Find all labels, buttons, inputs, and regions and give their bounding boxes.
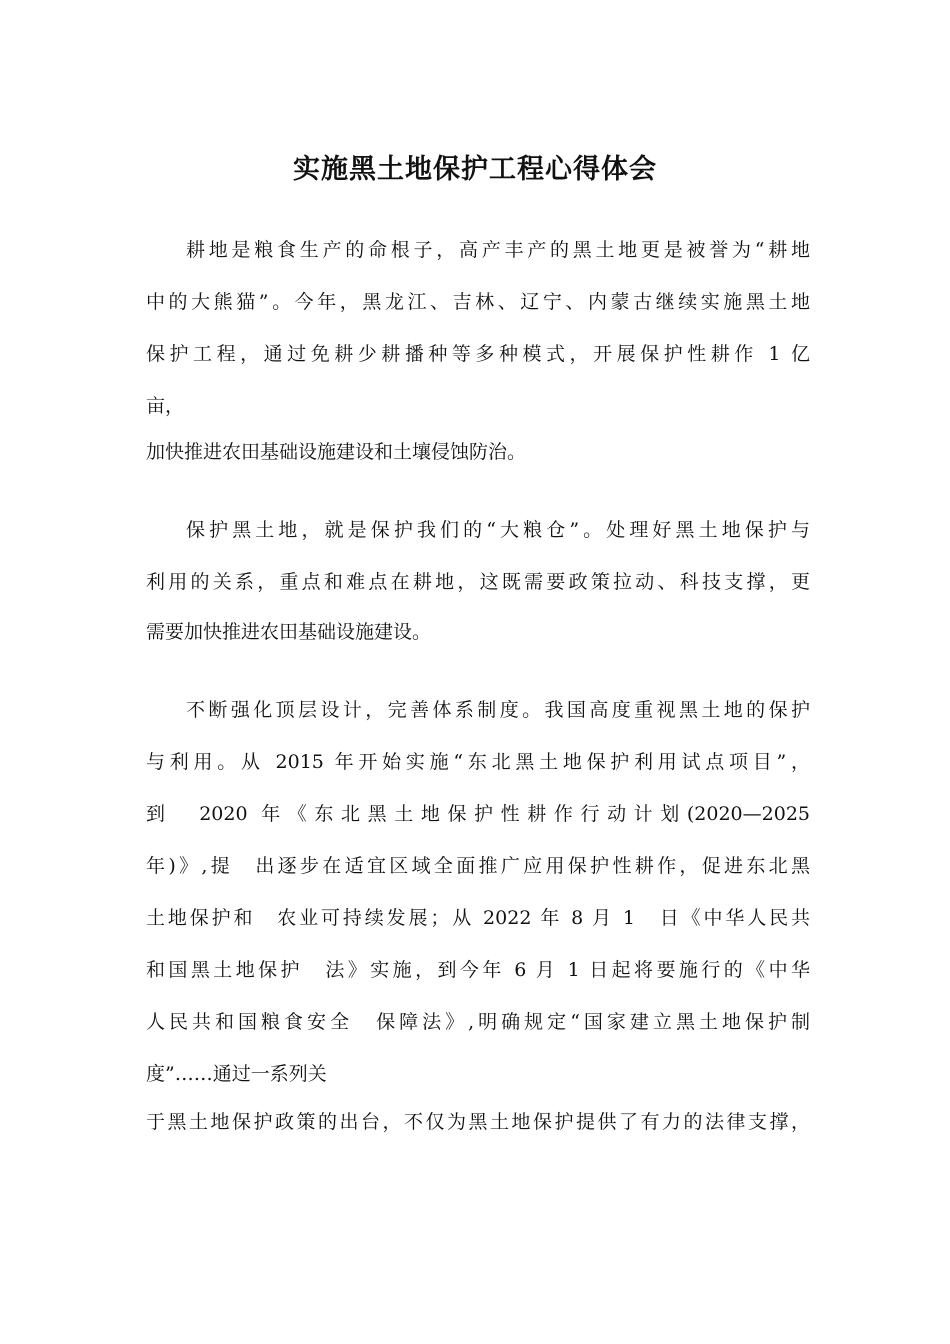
paragraph-1-line-2: 中的大熊猫”。今年，黑龙江、吉林、辽宁、内蒙古继续实施黑土地 xyxy=(146,291,810,313)
paragraph-3-line-8: 度”……通过一系列关 xyxy=(146,1063,327,1085)
paragraph-3-line-3: 到 2020 年《东北黑土地保护性耕作行动计划(2020—2025 xyxy=(146,803,810,825)
paragraph-2-line-3: 需要加快推进农田基础设施建设。 xyxy=(146,621,432,643)
paragraph-3-line-4: 年)》,提 出逐步在适宜区域全面推广应用保护性耕作，促进东北黑 xyxy=(146,855,810,877)
paragraph-2-line-1: 保护黑土地，就是保护我们的“大粮仓”。处理好黑土地保护与 xyxy=(186,519,810,541)
paragraph-3-line-2: 与利用。从 2015 年开始实施“东北黑土地保护利用试点项目”， xyxy=(146,751,810,773)
paragraph-3-line-1: 不断强化顶层设计，完善体系制度。我国高度重视黑土地的保护 xyxy=(186,699,810,721)
paragraph-1-line-4: 亩， xyxy=(146,395,185,417)
paragraph-3-line-9: 于黑土地保护政策的出台，不仅为黑土地保护提供了有力的法律支撑， xyxy=(146,1111,810,1133)
paragraph-1-line-3: 保护工程，通过免耕少耕播种等多种模式，开展保护性耕作 1 亿 xyxy=(146,343,810,365)
paragraph-3-line-7: 人民共和国粮食安全 保障法》,明确规定“国家建立黑土地保护制 xyxy=(146,1011,810,1033)
document-title: 实施黑土地保护工程心得体会 xyxy=(293,154,657,185)
paragraph-1-line-1: 耕地是粮食生产的命根子，高产丰产的黑土地更是被誉为“耕地 xyxy=(186,239,810,261)
paragraph-3-line-6: 和国黑土地保护 法》实施，到今年 6 月 1 日起将要施行的《中华 xyxy=(146,959,810,981)
paragraph-2-line-2: 利用的关系，重点和难点在耕地，这既需要政策拉动、科技支撑，更 xyxy=(146,571,810,593)
paragraph-3-line-5: 土地保护和 农业可持续发展；从 2022 年 8 月 1 日《中华人民共 xyxy=(146,907,810,929)
paragraph-1-line-5: 加快推进农田基础设施建设和土壤侵蚀防治。 xyxy=(146,441,527,463)
